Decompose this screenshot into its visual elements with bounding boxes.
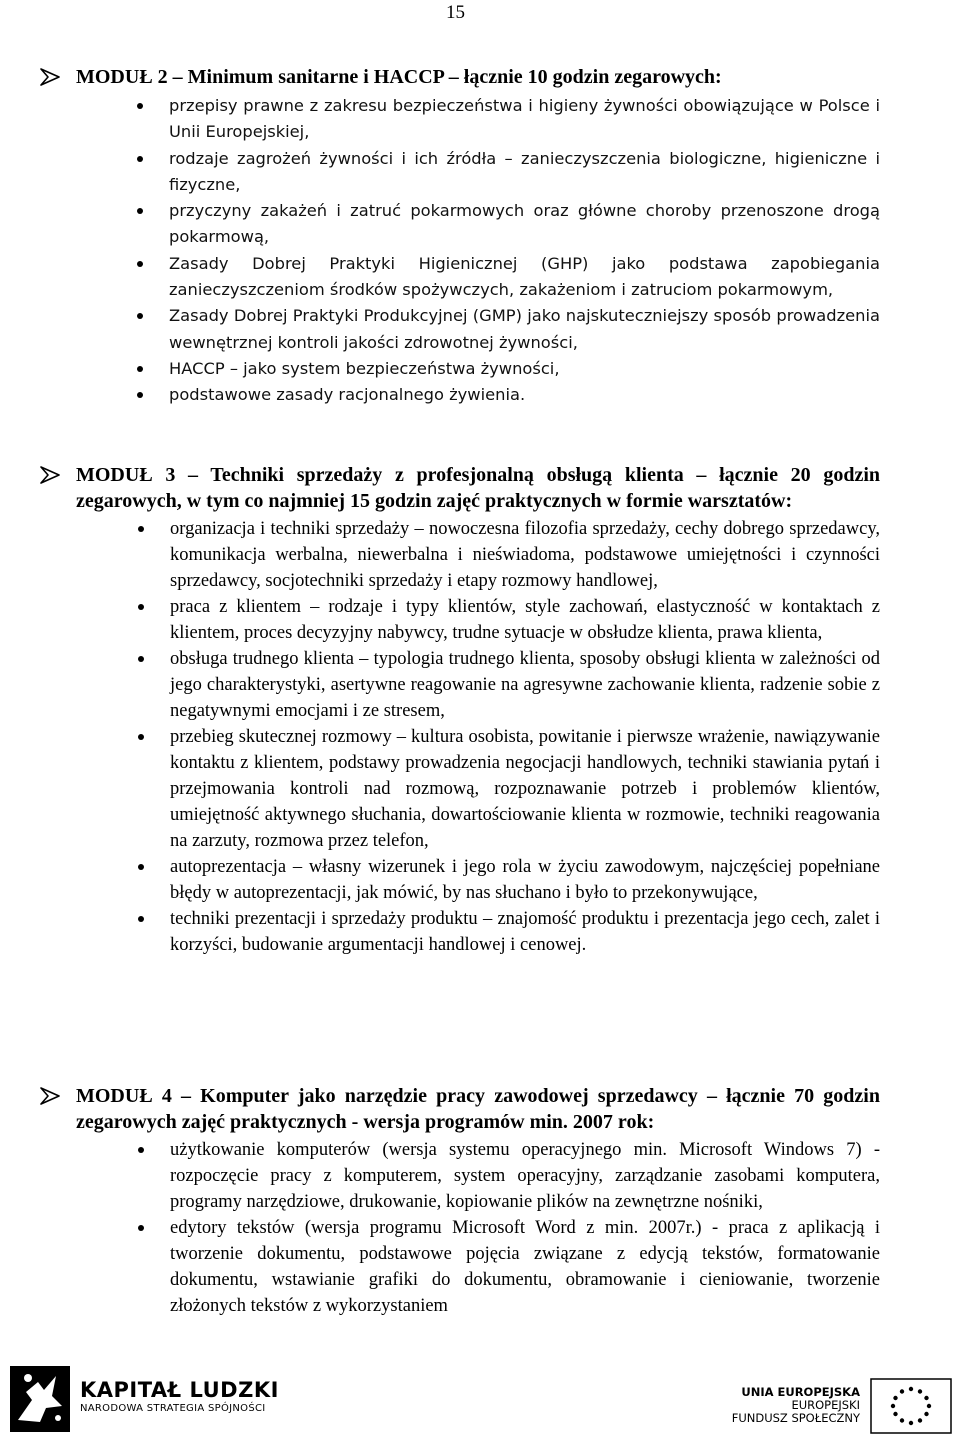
footer bbox=[0, 1356, 960, 1439]
arrow-bullet-icon bbox=[40, 1087, 62, 1105]
eu-line-3: FUNDUSZ SPOŁECZNY bbox=[731, 1411, 860, 1425]
list-item: Zasady Dobrej Praktyki Produkcyjnej (GMP) jako najskuteczniejszy sposób prowadzenia wewnętrznej kontroli jakości zdrowotnej żywności, bbox=[169, 303, 880, 356]
list-item: techniki prezentacji i sprzedaży produktu – znajomość produktu i prezentacja jego cech, zalet i korzyści, budowanie argumentacji handlowej i cenowej. bbox=[170, 906, 880, 958]
module-4-list bbox=[40, 1137, 880, 1319]
kapital-ludzki-subtitle: NARODOWA STRATEGIA SPÓJNOŚCI bbox=[80, 1403, 266, 1414]
list-item: praca z klientem – rodzaje i typy klientów, style zachowań, elastyczność w kontaktach z klientem, proces decyzyjny nabywcy, trudne sytuacje w obsłudze klienta, prawa klienta, bbox=[170, 594, 880, 646]
module-2 bbox=[40, 64, 880, 409]
eu-flag-icon bbox=[870, 1378, 952, 1434]
module-3-list bbox=[40, 516, 880, 958]
module-title-text: MODUŁ 4 – Komputer jako narzędzie pracy zawodowej sprzedawcy – łącznie 70 godzin zegarowych zajęć praktycznych - wersja programów min. 2007 rok: bbox=[76, 1085, 880, 1133]
kapital-ludzki-title: KAPITAŁ LUDZKI bbox=[80, 1378, 279, 1402]
list-item: obsługa trudnego klienta – typologia trudnego klienta, sposoby obsługi klienta w zależności od jego charakterystyki, asertywne reagowanie na agresywne zachowanie klienta, radzenie sobie z negatywnymi emocjami i ze stresem, bbox=[170, 646, 880, 724]
module-title-text: MODUŁ 2 – Minimum sanitarne i HACCP – łącznie 10 godzin zegarowych: bbox=[76, 66, 722, 88]
eu-text bbox=[732, 1386, 860, 1425]
list-item: edytory tekstów (wersja programu Microsoft Word z min. 2007r.) - praca z aplikacją i tworzenie dokumentu, podstawowe pojęcia związane z edycją tekstów, formatowanie dokumentu, wstawianie grafiki do dokumentu, obramowanie i cieniowanie, tworzenie złożonych tekstów z wykorzystaniem bbox=[170, 1215, 880, 1319]
list-item: rodzaje zagrożeń żywności i ich źródła – zanieczyszczenia biologiczne, higieniczne i fizyczne, bbox=[169, 146, 880, 199]
module-3 bbox=[40, 462, 880, 958]
list-item: podstawowe zasady racjonalnego żywienia. bbox=[169, 382, 880, 408]
list-item: użytkowanie komputerów (wersja systemu operacyjnego min. Microsoft Windows 7) - rozpoczęcie pracy z komputerem, system operacyjny, zarządzanie zasobami komputera, programy narzędziowe, drukowanie, kopiowanie plików na zewnętrzne nośniki, bbox=[170, 1137, 880, 1215]
eu-line-1: UNIA EUROPEJSKA bbox=[741, 1385, 860, 1399]
list-item: przyczyny zakażeń i zatruć pokarmowych oraz główne choroby przenoszone drogą pokarmową, bbox=[169, 198, 880, 251]
list-item: autoprezentacja – własny wizerunek i jego rola w życiu zawodowym, najczęściej popełniane błędy w autoprezentacji, jak mówić, by nas słuchano i było to przekonywujące, bbox=[170, 854, 880, 906]
list-item: organizacja i techniki sprzedaży – nowoczesna filozofia sprzedaży, cechy dobrego sprzedawcy, komunikacja werbalna, niewerbalna i nieświadoma, podstawowe umiejętności i czynności sprzedawcy, socjotechniki sprzedaży i etapy rozmowy handlowej, bbox=[170, 516, 880, 594]
page-number: 15 bbox=[446, 2, 465, 23]
module-4 bbox=[40, 1083, 880, 1319]
list-item: przebieg skutecznej rozmowy – kultura osobista, powitanie i pierwsze wrażenie, nawiązywanie kontaktu z klientem, podstawy prowadzenia negocjacji handlowych, techniki stawiania pytań i przejmowania kontroli nad rozmową, rozpoznawanie potrzeb i problemów klientów, umiejętność aktywnego słuchania, dowartościowanie klienta w rozmowie, techniki reagowania na zarzuty, rozmowa przez telefon, bbox=[170, 724, 880, 854]
kapital-ludzki-text bbox=[80, 1378, 279, 1414]
module-3-title bbox=[40, 462, 880, 514]
arrow-bullet-icon bbox=[40, 68, 62, 86]
module-4-title bbox=[40, 1083, 880, 1135]
kapital-ludzki-logo-icon bbox=[4, 1362, 76, 1436]
module-title-text: MODUŁ 3 – Techniki sprzedaży z profesjonalną obsługą klienta – łącznie 20 godzin zegarowych, w tym co najmniej 15 godzin zajęć praktycznych w formie warsztatów: bbox=[76, 464, 880, 512]
module-2-title bbox=[40, 64, 880, 90]
arrow-bullet-icon bbox=[40, 466, 62, 484]
list-item: HACCP – jako system bezpieczeństwa żywności, bbox=[169, 356, 880, 382]
list-item: Zasady Dobrej Praktyki Higienicznej (GHP) jako podstawa zapobiegania zanieczyszczeniom środków spożywczych, zakażeniom i zatruciom pokarmowym, bbox=[169, 251, 880, 304]
list-item: przepisy prawne z zakresu bezpieczeństwa i higieny żywności obowiązujące w Polsce i Unii Europejskiej, bbox=[169, 93, 880, 146]
eu-line-2: EUROPEJSKI bbox=[791, 1398, 860, 1412]
module-2-list bbox=[40, 93, 880, 409]
